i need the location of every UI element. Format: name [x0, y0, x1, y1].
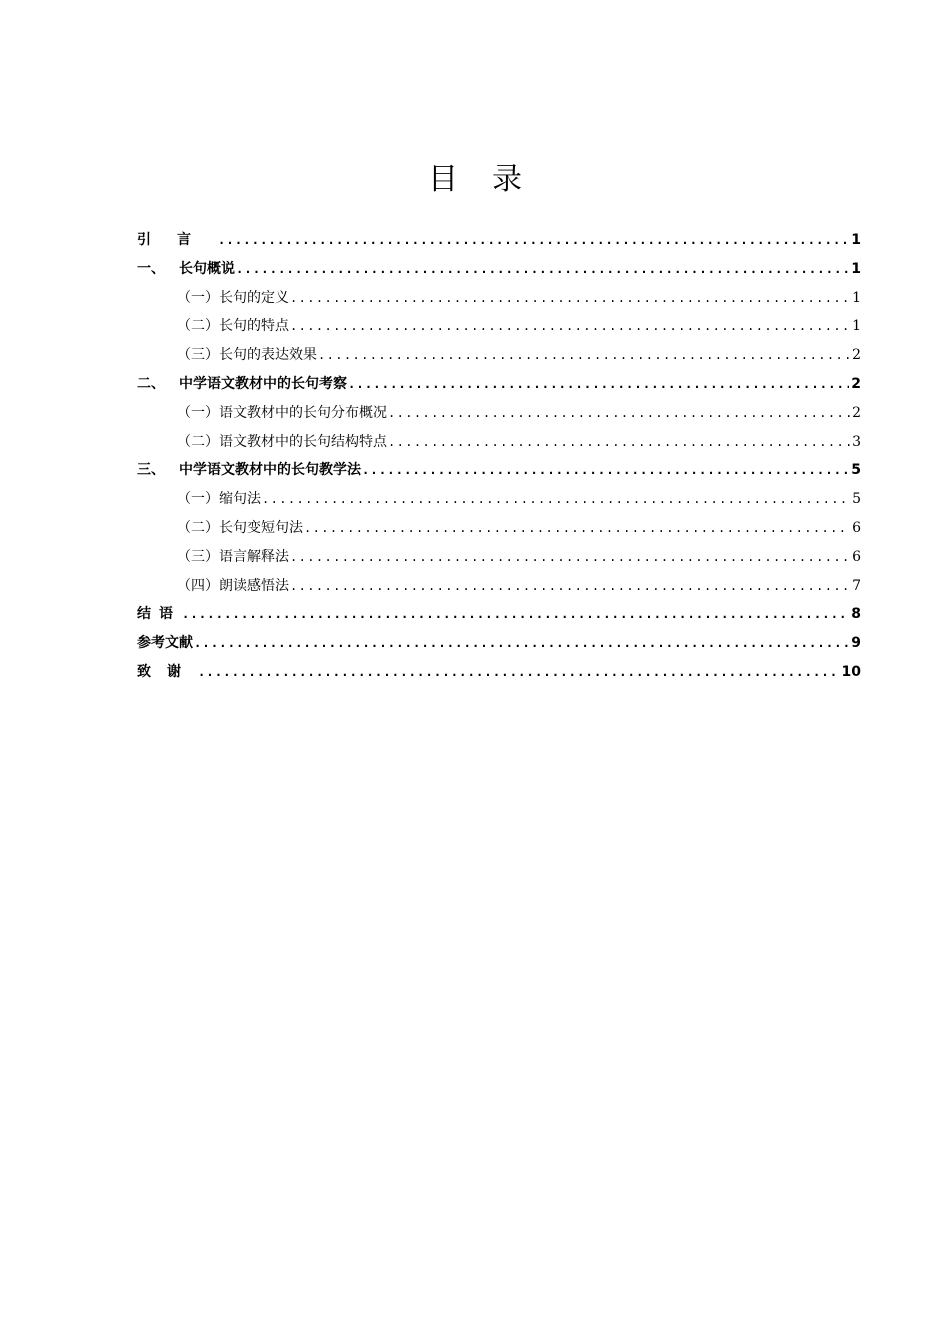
toc-entry-label: （一）长句的定义: [177, 289, 289, 306]
toc-leader-dots: [388, 428, 850, 457]
toc-page-number: 3: [852, 433, 861, 450]
toc-entry[interactable]: [137, 399, 861, 428]
page-title: [0, 158, 950, 202]
toc-entry[interactable]: [137, 456, 861, 485]
toc-page-number: 1: [851, 260, 861, 277]
toc-page-number: 2: [851, 375, 861, 392]
toc-entry-label: （三）语言解释法: [177, 548, 289, 565]
toc-entry-number: 三、: [137, 462, 165, 479]
toc-entry[interactable]: [137, 341, 861, 370]
toc-entry-label: （二）长句的特点: [177, 318, 289, 335]
toc-page-number: 1: [852, 289, 861, 306]
toc-entry-label: （一）语文教材中的长句分布概况: [177, 404, 387, 421]
toc-page-number: 6: [852, 519, 861, 536]
toc-entry-label: （三）长句的表达效果: [177, 347, 317, 364]
toc-entry[interactable]: [137, 543, 861, 572]
toc-entry[interactable]: [137, 255, 861, 284]
toc-entry-label: 长句概说: [179, 260, 235, 277]
toc-leader-dots: [290, 543, 850, 572]
toc-entry-number: 一、: [137, 260, 165, 277]
toc-page-number: 1: [852, 318, 861, 335]
toc-entry[interactable]: [137, 312, 861, 341]
toc-entry[interactable]: [137, 658, 861, 687]
toc-leader-dots: [236, 255, 849, 284]
toc-page-number: 9: [851, 635, 861, 652]
toc-entry-label: （四）朗读感悟法: [177, 577, 289, 594]
toc-leader-dots: [194, 629, 849, 658]
toc-page-number: 2: [852, 347, 861, 364]
toc-entry-number: 二、: [137, 375, 165, 392]
toc-entry-label: 参考文献: [137, 635, 193, 652]
toc-entry-label: （二）长句变短句法: [177, 519, 303, 536]
toc-leader-dots: [348, 370, 849, 399]
toc-entry[interactable]: [137, 600, 861, 629]
page-title-char-2: 录: [492, 162, 522, 197]
toc-entry[interactable]: [137, 428, 861, 457]
toc-entry[interactable]: [137, 485, 861, 514]
toc-page-number: 8: [851, 606, 861, 623]
toc-page-number: 2: [852, 404, 861, 421]
toc-page-number: 5: [851, 462, 861, 479]
toc-leader-dots: [198, 658, 840, 687]
toc-leader-dots: [262, 485, 850, 514]
toc-entry-label: 致谢: [137, 663, 197, 680]
toc-leader-dots: [290, 572, 850, 601]
toc-entry-label: 结语: [137, 606, 181, 623]
toc-entry-label: 中学语文教材中的长句教学法: [179, 462, 361, 479]
toc-page-number: 1: [851, 232, 861, 248]
toc-leader-dots: [304, 514, 850, 543]
toc-leader-dots: [218, 226, 849, 255]
toc-leader-dots: [388, 399, 850, 428]
toc-page-number: 6: [852, 548, 861, 565]
toc-leader-dots: [318, 341, 850, 370]
toc-entry[interactable]: [137, 370, 861, 399]
toc-leader-dots: [290, 312, 850, 341]
toc-leader-dots: [182, 600, 849, 629]
toc-page-number: 5: [852, 491, 861, 508]
toc-entry-label: 中学语文教材中的长句考察: [179, 375, 347, 392]
toc-entry[interactable]: [137, 226, 861, 255]
toc-page-number: 7: [852, 577, 861, 594]
toc-entry-label: （二）语文教材中的长句结构特点: [177, 433, 387, 450]
toc-page-number: 10: [841, 663, 861, 680]
toc-leader-dots: [362, 456, 849, 485]
toc-entry[interactable]: [137, 284, 861, 313]
toc-entry-label: （一）缩句法: [177, 491, 261, 508]
page-title-char-1: 目: [428, 162, 458, 197]
table-of-contents: [137, 226, 861, 687]
toc-entry[interactable]: [137, 514, 861, 543]
toc-entry[interactable]: [137, 629, 861, 658]
toc-entry[interactable]: [137, 572, 861, 601]
toc-entry-label: 引言: [137, 232, 217, 248]
toc-leader-dots: [290, 284, 850, 313]
